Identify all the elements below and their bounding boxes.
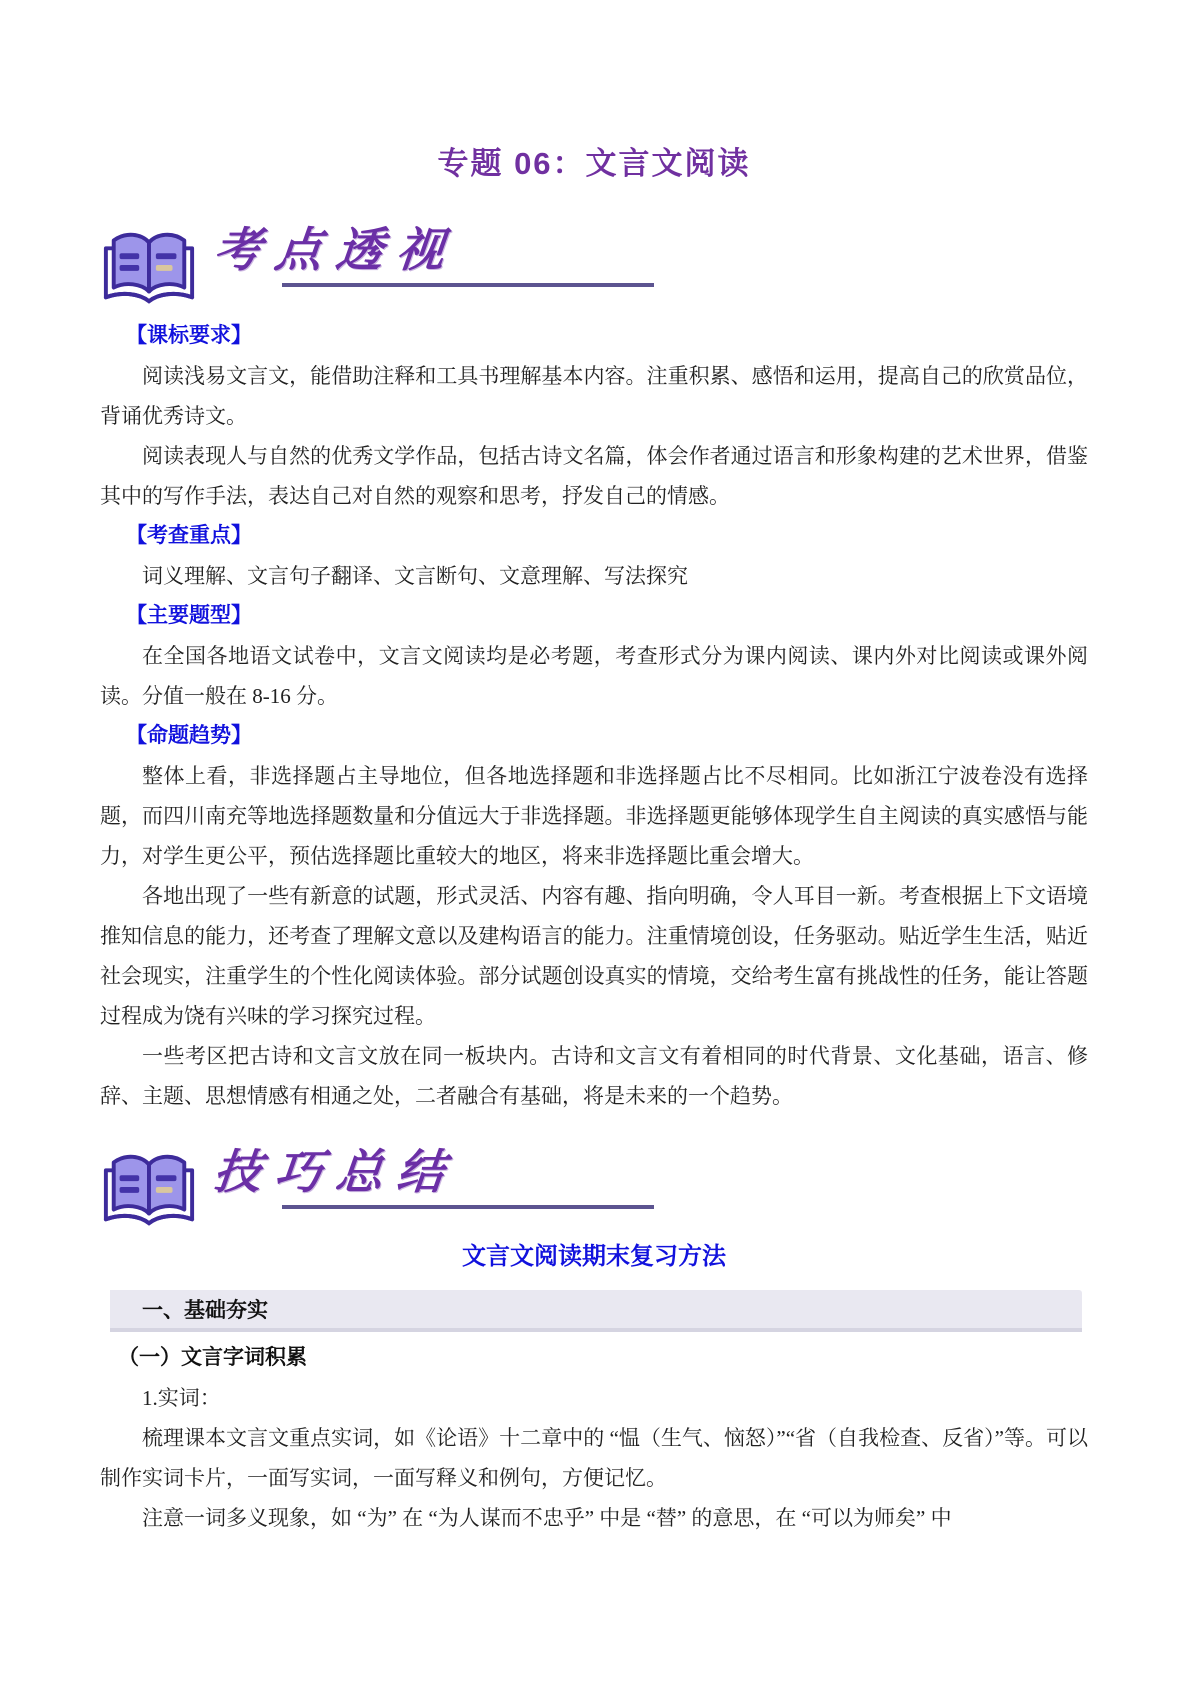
section-banner-jiqiao — [100, 1140, 1088, 1236]
paragraph: 在全国各地语文试卷中，文言文阅读均是必考题，考查形式分为课内阅读、课内外对比阅读或课外阅读。分值一般在 8-16 分。 — [100, 644, 1088, 708]
paragraph: 注意一词多义现象，如 “为” 在 “为人谋而不忠乎” 中是 “替” 的意思，在 “可以为师矣” 中 — [142, 1506, 952, 1530]
heading-mingti-qushi: 【命题趋势】 — [126, 724, 252, 747]
subheading-wenyan-zici: （一）文言字词积累 — [118, 1346, 307, 1369]
paragraph: 一些考区把古诗和文言文放在同一板块内。古诗和文言文有着相同的时代背景、文化基础，语言、修辞、主题、思想情感有相通之处，二者融合有基础，将是未来的一个趋势。 — [100, 1044, 1088, 1108]
open-book-icon — [100, 218, 198, 310]
section-bar-jichu-hangshi — [110, 1290, 1082, 1332]
banner-kaodian-body — [211, 218, 654, 287]
item-label-shici: 1.实词： — [142, 1386, 221, 1410]
paragraph: 阅读浅易文言文，能借助注释和工具书理解基本内容。注重积累、感悟和运用，提高自己的欣赏品位，背诵优秀诗文。 — [100, 364, 1088, 428]
heading-kaocha-zhongdian: 【考查重点】 — [126, 524, 252, 547]
banner-jiqiao-label: 技巧总结 — [211, 1145, 461, 1200]
open-book-icon — [100, 1140, 198, 1232]
review-method-title: 文言文阅读期末复习方法 — [462, 1243, 726, 1270]
section-banner-kaodian — [100, 218, 1088, 314]
page-title: 专题 06：文言文阅读 — [437, 146, 751, 181]
banner-jiqiao-underline — [282, 1205, 654, 1209]
paragraph: 阅读表现人与自然的优秀文学作品，包括古诗文名篇，体会作者通过语言和形象构建的艺术世界，借鉴其中的写作手法，表达自己对自然的观察和思考，抒发自己的情感。 — [100, 444, 1088, 508]
paragraph: 整体上看，非选择题占主导地位，但各地选择题和非选择题占比不尽相同。比如浙江宁波卷没有选择题，而四川南充等地选择题数量和分值远大于非选择题。非选择题更能够体现学生自主阅读的真实感悟与能力，对学生更公平，预估选择题比重较大的地区，将来非选择题比重会增大。 — [100, 764, 1088, 868]
banner-kaodian-underline — [282, 283, 654, 287]
banner-kaodian-label: 考点透视 — [211, 223, 461, 278]
section-bar-label: 一、基础夯实 — [142, 1299, 268, 1322]
heading-keben-yaoqiu: 【课标要求】 — [126, 324, 252, 347]
banner-jiqiao-body — [211, 1140, 654, 1209]
paragraph: 各地出现了一些有新意的试题，形式灵活、内容有趣、指向明确，令人耳目一新。考查根据上下文语境推知信息的能力，还考查了理解文意以及建构语言的能力。注重情境创设，任务驱动。贴近学生生活，贴近社会现实，注重学生的个性化阅读体验。部分试题创设真实的情境，交给考生富有挑战性的任务，能让答题过程成为饶有兴味的学习探究过程。 — [100, 884, 1088, 1028]
paragraph: 词义理解、文言句子翻译、文言断句、文意理解、写法探究 — [142, 564, 688, 588]
paragraph: 梳理课本文言文重点实词，如《论语》十二章中的 “愠（生气、恼怒）”“省（自我检查、反省）”等。可以制作实词卡片，一面写实词，一面写释义和例句，方便记忆。 — [100, 1426, 1088, 1490]
heading-zhuyao-tixing: 【主要题型】 — [126, 604, 252, 627]
